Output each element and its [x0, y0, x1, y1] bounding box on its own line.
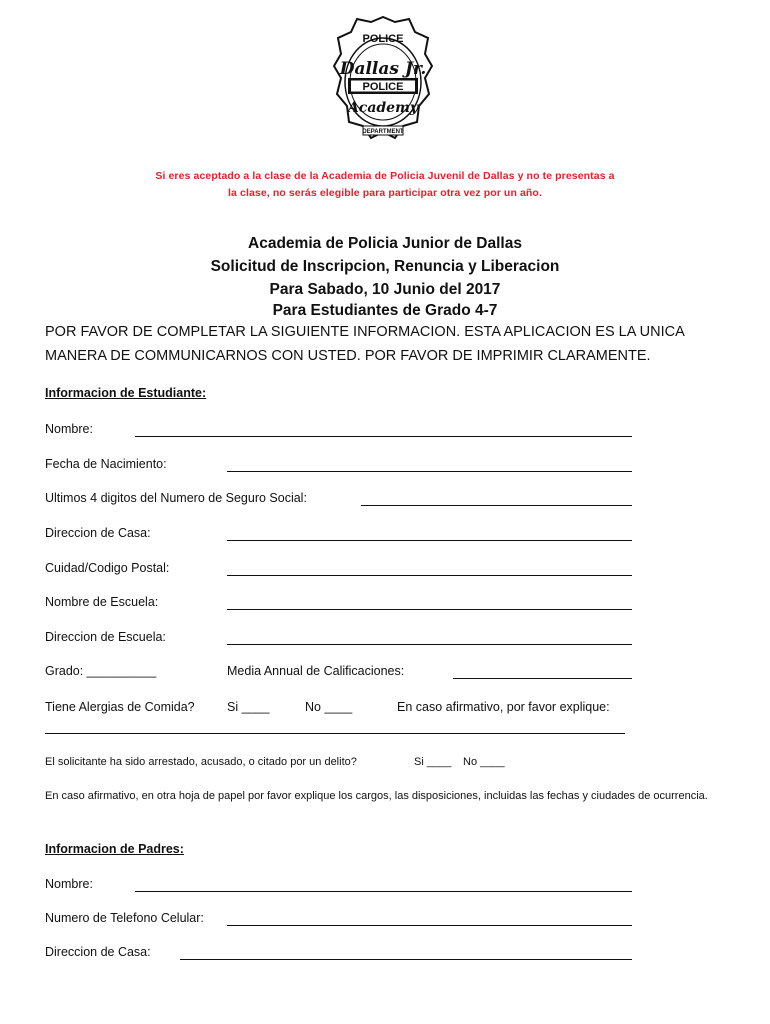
grade-label[interactable]: Grado: __________ — [45, 664, 157, 678]
ssn-label: Ultimos 4 digitos del Numero de Seguro Social: — [45, 491, 307, 505]
arrest-no[interactable]: No ____ — [463, 756, 505, 768]
ssn-field[interactable] — [361, 505, 632, 506]
instructions-line-1: POR FAVOR DE COMPLETAR LA SIGUIENTE INFORMACION. ESTA APLICACION ES LA UNICA — [45, 324, 685, 340]
student-heading-text: Informacion de Estudiante — [45, 386, 202, 400]
home-address-field[interactable] — [227, 540, 632, 541]
school-name-field[interactable] — [227, 609, 632, 610]
allergies-yes[interactable]: Si ____ — [227, 700, 270, 714]
warning-line-1: Si eres aceptado a la clase de la Academia de Policia Juvenil de Dallas y no te presentas a — [155, 170, 615, 182]
title-line-1: Academia de Policia Junior de Dallas — [248, 235, 522, 252]
instructions-line-2: MANERA DE COMMUNICARNOS CON USTED. POR FAVOR DE IMPRIMIR CLARAMENTE. — [45, 348, 651, 364]
birthdate-field[interactable] — [227, 471, 632, 472]
arrest-yes[interactable]: Si ____ — [414, 756, 452, 768]
arrest-explain-text: En caso afirmativo, en otra hoja de papel por favor explique los cargos, las disposiciones, incluidas las fechas y ciudades de ocurrencia. — [45, 790, 708, 802]
parent-address-field[interactable] — [180, 959, 632, 960]
parent-phone-field[interactable] — [227, 925, 632, 926]
birthdate-label: Fecha de Nacimiento: — [45, 457, 167, 471]
student-heading-colon: : — [201, 386, 207, 400]
student-name-field[interactable] — [135, 436, 632, 437]
logo-script-text: Academy — [347, 100, 419, 116]
logo-bottom-text: DEPARTMENT — [362, 129, 404, 135]
title-line-2: Solicitud de Inscripcion, Renuncia y Liberacion — [210, 258, 560, 275]
school-name-label: Nombre de Escuela: — [45, 595, 159, 609]
student-section-heading — [45, 386, 206, 400]
parent-address-label: Direccion de Casa: — [45, 945, 151, 959]
city-zip-label: Cuidad/Codigo Postal: — [45, 561, 170, 575]
arrest-question: El solicitante ha sido arrestado, acusado, o citado por un delito? — [45, 756, 357, 768]
police-academy-logo — [333, 14, 433, 142]
city-zip-field[interactable] — [227, 575, 632, 576]
logo-mid-text: Dallas Jr. — [339, 59, 427, 79]
allergies-label: Tiene Alergias de Comida? — [45, 700, 195, 714]
parent-name-label: Nombre: — [45, 877, 93, 891]
student-name-label: Nombre: — [45, 422, 93, 436]
gpa-field[interactable] — [453, 678, 632, 679]
home-address-label: Direccion de Casa: — [45, 526, 151, 540]
logo-top-text: POLICE — [362, 33, 404, 45]
allergies-explain-label: En caso afirmativo, por favor explique: — [397, 700, 610, 714]
warning-line-2: la clase, no serás elegible para participar otra vez por un año. — [228, 187, 542, 199]
gpa-label: Media Annual de Calificaciones: — [227, 664, 405, 678]
title-line-4: Para Estudiantes de Grado 4-7 — [272, 302, 498, 319]
logo-band-text: POLICE — [362, 81, 404, 93]
parent-phone-label: Numero de Telefono Celular: — [45, 911, 204, 925]
school-address-field[interactable] — [227, 644, 632, 645]
parent-name-field[interactable] — [135, 891, 632, 892]
allergies-no[interactable]: No ____ — [305, 700, 353, 714]
title-line-3: Para Sabado, 10 Junio del 2017 — [269, 281, 501, 298]
school-address-label: Direccion de Escuela: — [45, 630, 166, 644]
allergies-explain-field[interactable] — [45, 733, 625, 734]
parents-section-heading: Informacion de Padres: — [45, 842, 184, 856]
